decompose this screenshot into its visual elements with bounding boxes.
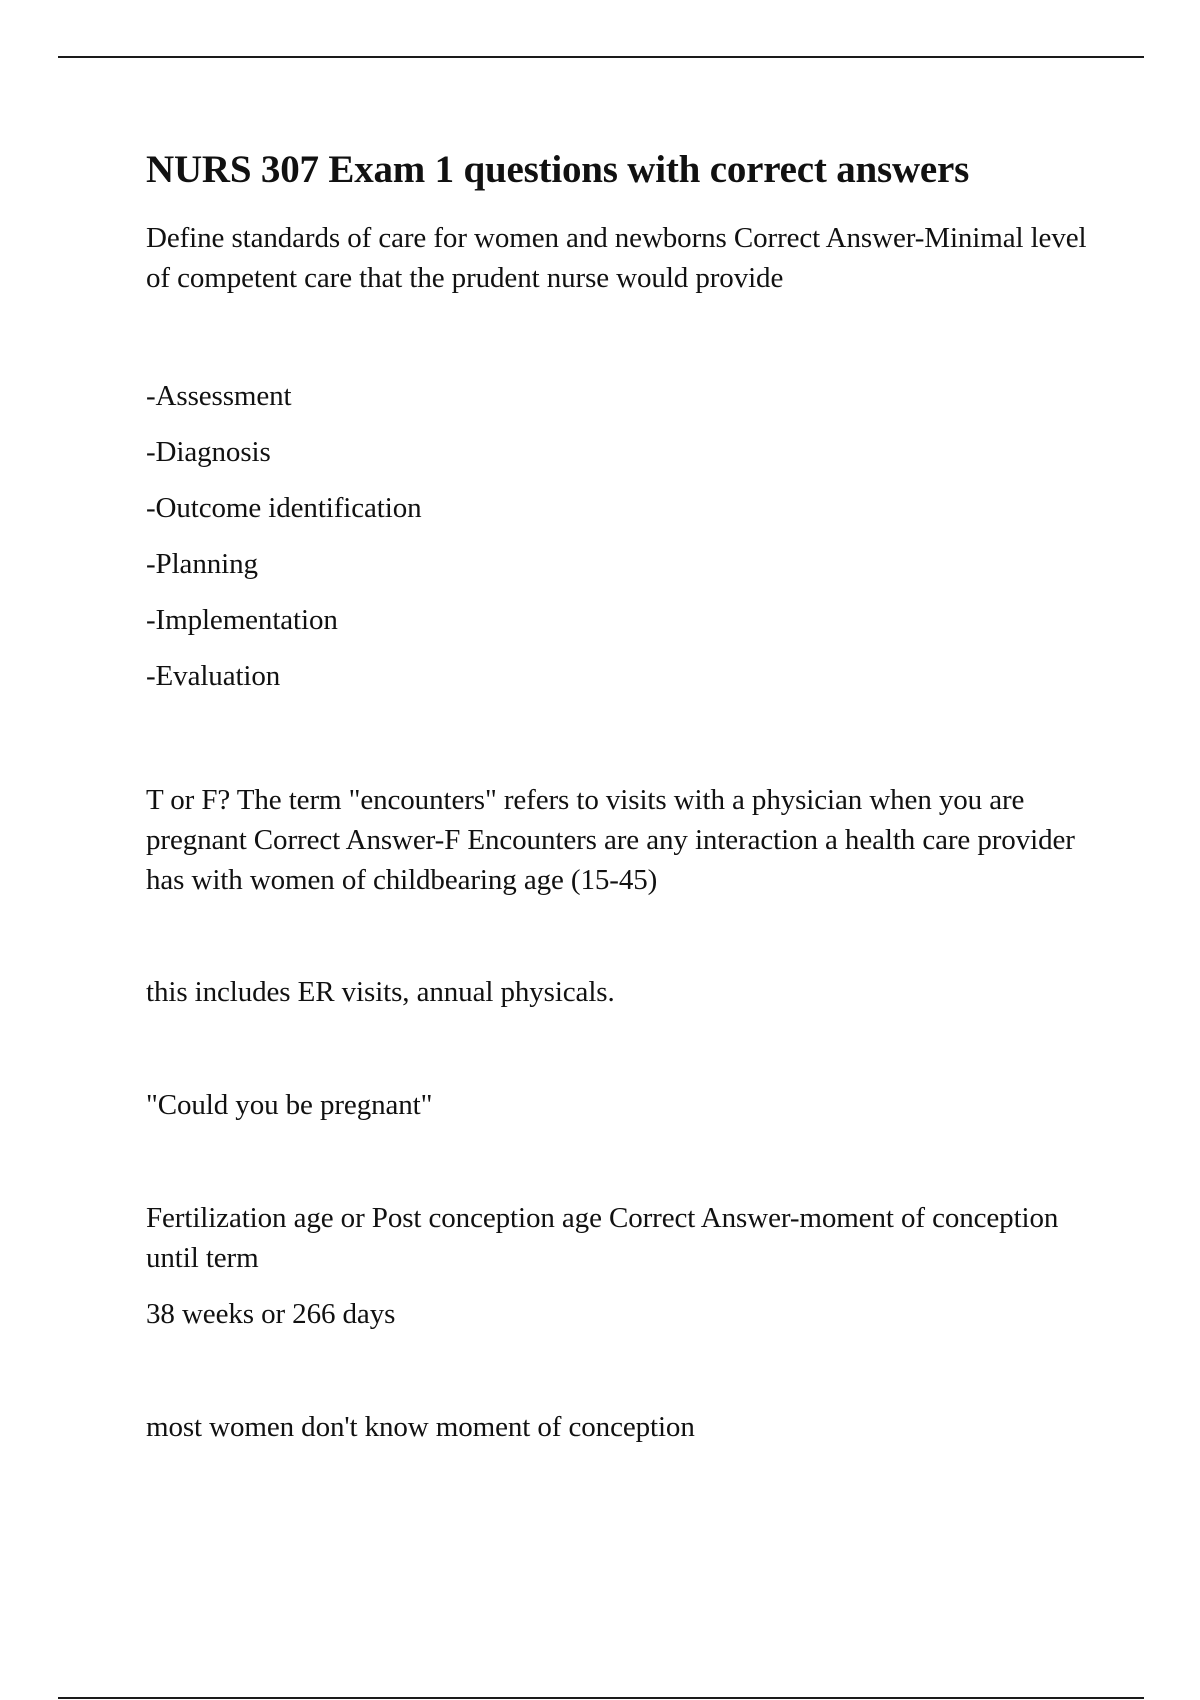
spacer — [146, 1334, 1096, 1407]
question-3-detail: 38 weeks or 266 days — [146, 1298, 396, 1330]
list-item: -Evaluation — [146, 660, 281, 692]
list-item: -Diagnosis — [146, 436, 271, 468]
header-rule — [58, 56, 1144, 58]
spacer — [146, 298, 1096, 376]
spacer — [146, 900, 1096, 972]
document-body — [146, 140, 1096, 1447]
document-title: NURS 307 Exam 1 questions with correct answers — [146, 148, 970, 191]
spacer — [146, 712, 1096, 780]
standards-list — [146, 376, 1096, 712]
question-3-note: most women don't know moment of conception — [146, 1411, 695, 1443]
spacer — [146, 1278, 1096, 1294]
list-item: -Planning — [146, 548, 258, 580]
list-item: -Outcome identification — [146, 492, 422, 524]
question-2-note-1: this includes ER visits, annual physicals. — [146, 976, 615, 1008]
question-2-note-2: "Could you be pregnant" — [146, 1089, 433, 1121]
question-2-text: T or F? The term "encounters" refers to visits with a physician when you are pregnant Correct Answer-F Encounters are any interaction a health care provider has with women of childbearing age (15-45) — [146, 784, 1075, 896]
spacer — [146, 1012, 1096, 1085]
question-3-text: Fertilization age or Post conception age Correct Answer-moment of conception until term — [146, 1202, 1059, 1274]
question-1-text: Define standards of care for women and newborns Correct Answer-Minimal level of competent care that the prudent nurse would provide — [146, 222, 1087, 294]
spacer — [146, 1125, 1096, 1198]
list-item: -Assessment — [146, 380, 292, 412]
footer-rule — [58, 1697, 1144, 1699]
list-item: -Implementation — [146, 604, 338, 636]
